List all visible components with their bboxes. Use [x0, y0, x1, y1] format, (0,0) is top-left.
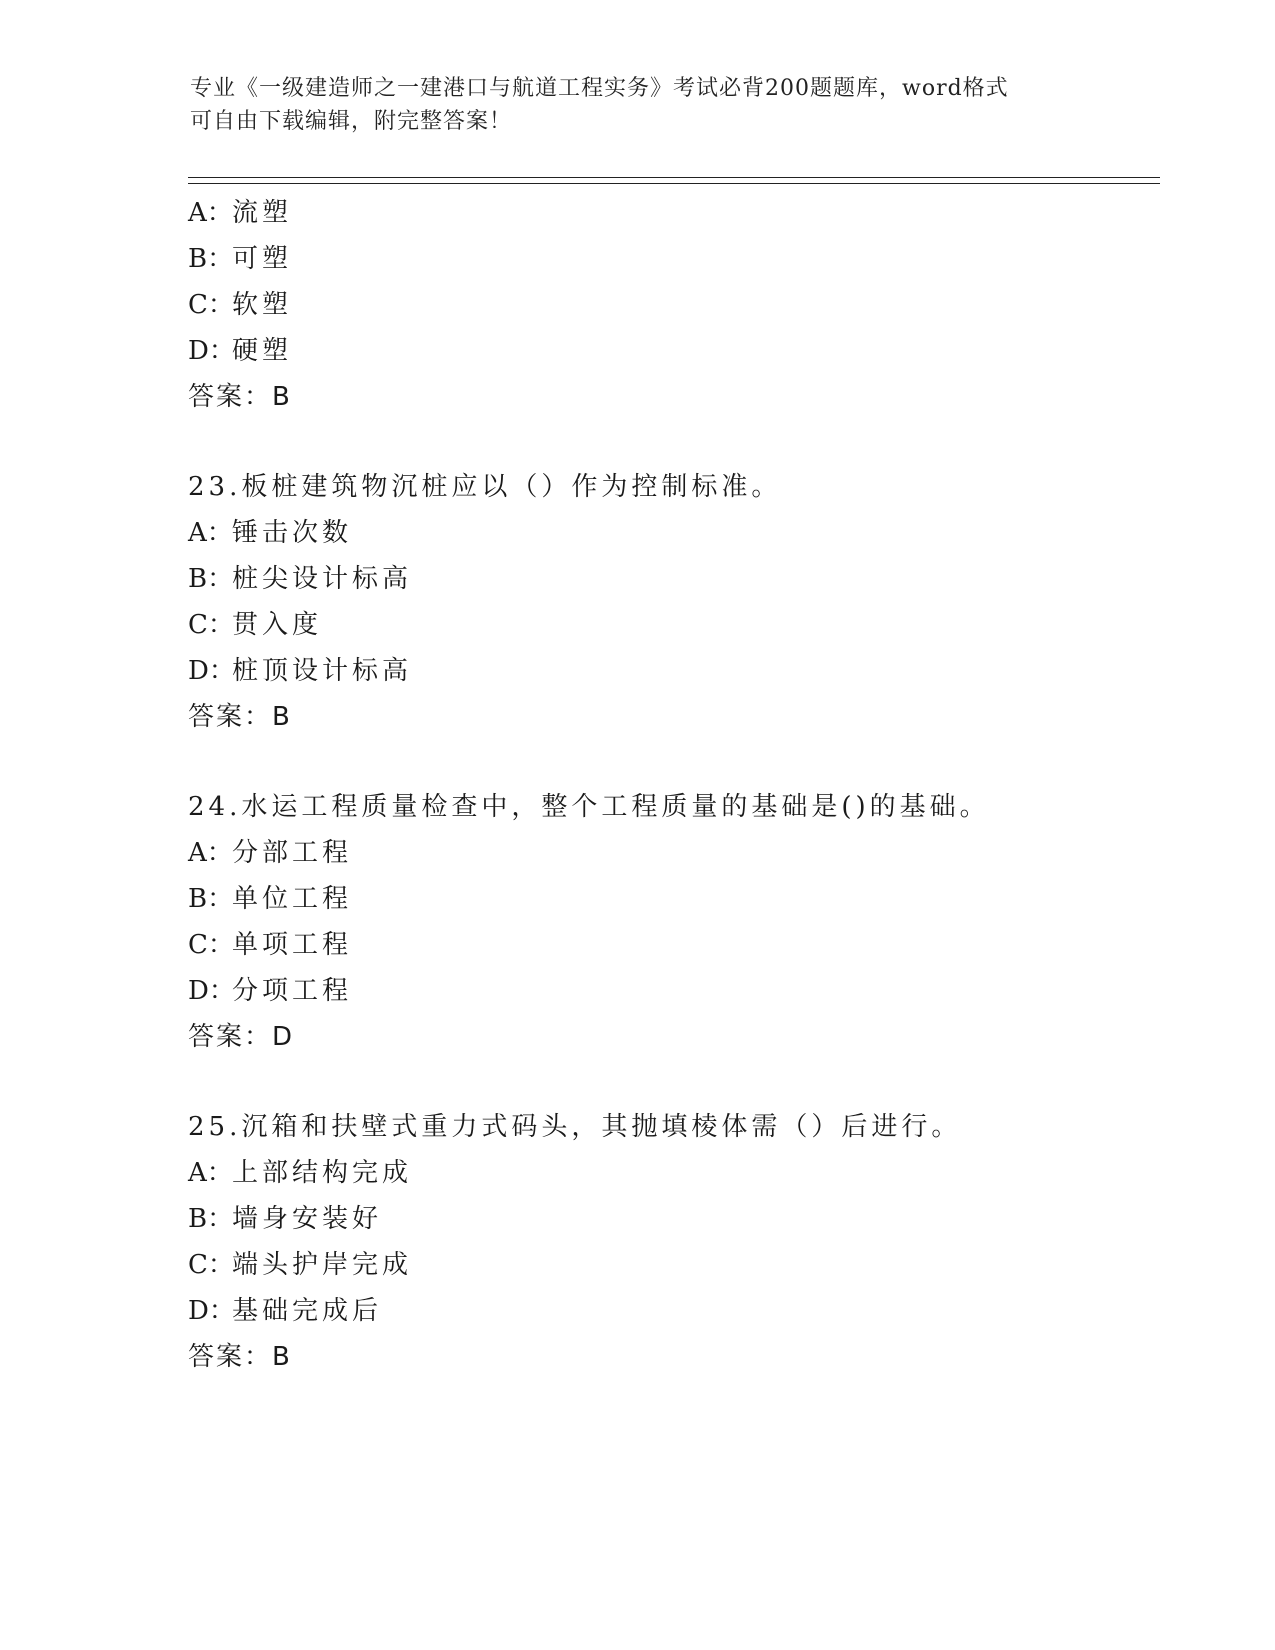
option-c: [188, 282, 1168, 328]
option-key: B：: [188, 564, 234, 594]
question-block: [188, 1104, 1168, 1380]
spacer: [188, 420, 1168, 464]
answer-line: 答案：B: [188, 382, 292, 412]
option-a: [188, 510, 1168, 556]
option-text: 上部结构完成: [232, 1158, 413, 1188]
question-list: [188, 190, 1168, 1380]
option-b: [188, 876, 1168, 922]
option-text: 锤击次数: [232, 518, 353, 548]
option-key: A：: [188, 518, 233, 548]
option-b: [188, 556, 1168, 602]
header-line-2: 可自由下载编辑，附完整答案！: [190, 109, 513, 134]
option-text: 分部工程: [232, 838, 353, 868]
header-line-1: 专业《一级建造师之一建港口与航道工程实务》考试必背200题题库，word格式: [190, 76, 1009, 101]
option-d: [188, 328, 1168, 374]
option-c: [188, 602, 1168, 648]
option-key: A：: [188, 1158, 233, 1188]
option-a: [188, 830, 1168, 876]
option-text: 单位工程: [232, 884, 353, 914]
option-text: 软塑: [232, 290, 293, 320]
option-c: [188, 1242, 1168, 1288]
option-key: D：: [188, 656, 235, 686]
option-text: 端头护岸完成: [232, 1250, 413, 1280]
option-b: [188, 1196, 1168, 1242]
answer-line: 答案：B: [188, 1342, 292, 1372]
option-key: D：: [188, 336, 235, 366]
spacer: [188, 740, 1168, 784]
header-divider-top: [188, 177, 1160, 178]
option-key: C：: [188, 290, 234, 320]
option-d: [188, 968, 1168, 1014]
option-b: [188, 236, 1168, 282]
answer-line: 答案：B: [188, 702, 292, 732]
document-header: [190, 72, 1090, 138]
option-key: C：: [188, 610, 234, 640]
option-text: 桩尖设计标高: [232, 564, 413, 594]
option-text: 单项工程: [232, 930, 353, 960]
option-text: 分项工程: [232, 976, 353, 1006]
option-text: 硬塑: [232, 336, 293, 366]
question-text: 25.沉箱和扶壁式重力式码头，其抛填棱体需（）后进行。: [188, 1112, 962, 1142]
option-key: A：: [188, 838, 233, 868]
option-key: C：: [188, 1250, 234, 1280]
option-text: 墙身安装好: [232, 1204, 383, 1234]
option-key: C：: [188, 930, 234, 960]
option-text: 基础完成后: [232, 1296, 383, 1326]
option-key: D：: [188, 1296, 235, 1326]
question-text: 23.板桩建筑物沉桩应以（）作为控制标准。: [188, 472, 782, 502]
spacer: [188, 1060, 1168, 1104]
question-block: [188, 190, 1168, 420]
option-text: 可塑: [232, 244, 293, 274]
option-text: 桩顶设计标高: [232, 656, 413, 686]
question-block: [188, 464, 1168, 740]
option-key: D：: [188, 976, 235, 1006]
question-text: 24.水运工程质量检查中，整个工程质量的基础是()的基础。: [188, 792, 990, 822]
option-key: A：: [188, 198, 233, 228]
option-a: [188, 190, 1168, 236]
option-text: 贯入度: [232, 610, 323, 640]
option-key: B：: [188, 1204, 234, 1234]
option-key: B：: [188, 244, 234, 274]
option-c: [188, 922, 1168, 968]
option-d: [188, 648, 1168, 694]
option-a: [188, 1150, 1168, 1196]
option-key: B：: [188, 884, 234, 914]
header-divider-bottom: [188, 183, 1160, 184]
option-text: 流塑: [232, 198, 293, 228]
answer-line: 答案：D: [188, 1022, 295, 1052]
question-block: [188, 784, 1168, 1060]
option-d: [188, 1288, 1168, 1334]
